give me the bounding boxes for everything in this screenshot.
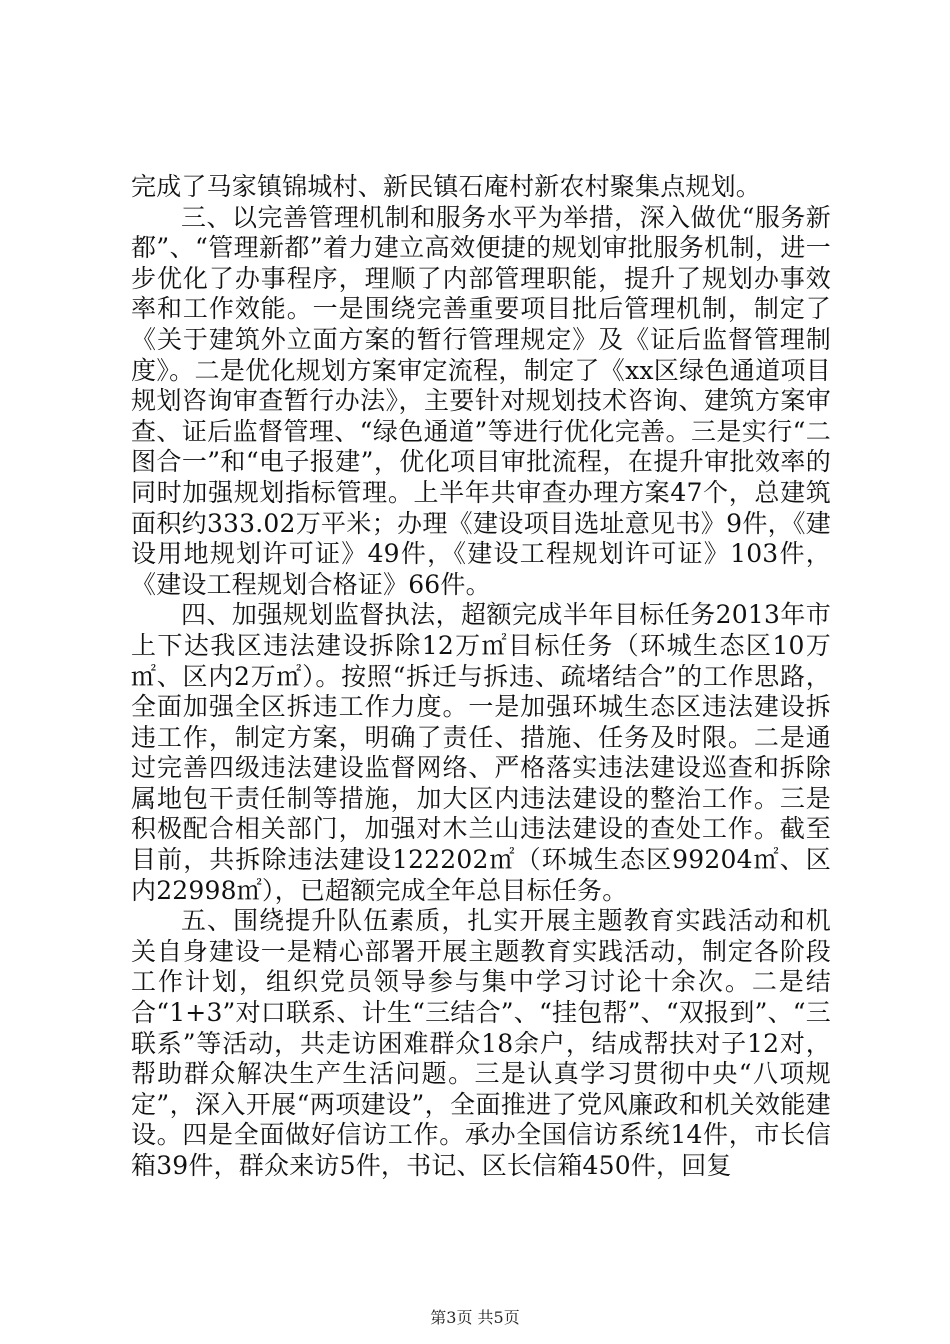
- paragraph-continuation: 完成了马家镇锦城村、新民镇石庵村新农村聚集点规划。: [131, 172, 762, 201]
- paragraph-section-five: 五、围绕提升队伍素质，扎实开展主题教育实践活动和机关自身建设一是精心部署开展主题教育实践活动，制定各阶段工作计划，组织党员领导参与集中学习讨论十余次。二是结合“1+3”对口联系、计生“三结合”、“挂包帮”、“双报到”、“三联系”等活动，共走访困难群众18余户，结成帮扶对子12对，帮助群众解决生产生活问题。三是认真学习贯彻中央“八项规定”，深入开展“两项建设”，全面推进了党风廉政和机关效能建设。四是全面做好信访工作。承办全国信访系统14件，市长信箱39件，群众来访5件，书记、区长信箱450件，回复: [131, 906, 831, 1180]
- document-body: [131, 172, 831, 1182]
- paragraph-section-three: 三、以完善管理机制和服务水平为举措，深入做优“服务新都”、“管理新都”着力建立高效便捷的规划审批服务机制，进一步优化了办事程序，理顺了内部管理职能，提升了规划办事效率和工作效能。一是围绕完善重要项目批后管理机制，制定了《关于建筑外立面方案的暂行管理规定》及《证后监督管理制度》。二是优化规划方案审定流程，制定了《xx区绿色通道项目规划咨询审查暂行办法》，主要针对规划技术咨询、建筑方案审查、证后监督管理、“绿色通道”等进行优化完善。三是实行“二图合一”和“电子报建”，优化项目审批流程，在提升审批效率的同时加强规划指标管理。上半年共审查办理方案47个，总建筑面积约333.02万平米；办理《建设项目选址意见书》9件，《建设用地规划许可证》49件，《建设工程规划许可证》103件，《建设工程规划合格证》66件。: [131, 202, 831, 599]
- page-footer: 第3页 共5页: [430, 1308, 520, 1327]
- paragraph-section-four: 四、加强规划监督执法，超额完成半年目标任务2013年市上下达我区违法建设拆除12万㎡目标任务（环城生态区10万㎡、区内2万㎡）。按照“拆迁与拆违、疏堵结合”的工作思路，全面加强全区拆违工作力度。一是加强环城生态区违法建设拆违工作，制定方案，明确了责任、措施、任务及时限。二是通过完善四级违法建设监督网络、严格落实违法建设巡查和拆除属地包干责任制等措施，加大区内违法建设的整治工作。三是积极配合相关部门，加强对木兰山违法建设的查处工作。截至目前，共拆除违法建设122202㎡（环城生态区99204㎡、区内22998㎡），已超额完成全年总目标任务。: [131, 600, 831, 905]
